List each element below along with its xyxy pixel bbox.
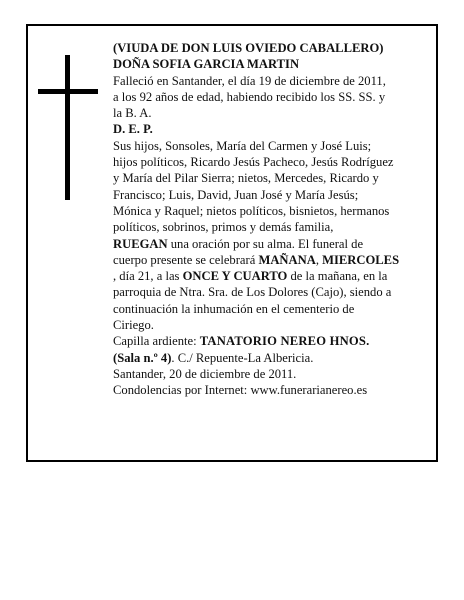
day-text: , día 21, a las bbox=[113, 269, 183, 284]
condolences-line: Condolencias por Internet: www.funerarianereo.es bbox=[113, 383, 368, 398]
ruegan-word: RUEGAN bbox=[113, 236, 168, 251]
weekday-word: MIERCOLES bbox=[322, 252, 400, 267]
funeral-line bbox=[113, 252, 431, 268]
family-line-3: y María del Pilar Sierra; nietos, Mercedes, Ricardo y bbox=[113, 171, 379, 186]
widow-line: (VIUDA DE DON LUIS OVIEDO CABALLERO) bbox=[113, 41, 384, 55]
family-line-2: hijos políticos, Ricardo Jesús Pacheco, Jesús Rodríguez bbox=[113, 155, 394, 170]
death-line-2: a los 92 años de edad, habiendo recibido los SS. SS. y bbox=[113, 89, 386, 104]
chapel-line bbox=[113, 333, 431, 349]
obituary-text bbox=[113, 40, 431, 399]
church-line: parroquia de Ntra. Sra. de Los Dolores (Cajo), siendo a bbox=[113, 285, 392, 300]
family-line-4: Francisco; Luis, David, Juan José y María Jesús; bbox=[113, 187, 359, 202]
death-line-3: la B. A. bbox=[113, 106, 152, 121]
comma-text: , bbox=[315, 252, 323, 267]
address-line bbox=[113, 350, 431, 366]
tomorrow-word: MAÑANA bbox=[258, 252, 316, 267]
death-line-1: Falleció en Santander, el día 19 de diciembre de 2011, bbox=[113, 73, 386, 88]
family-line-5: Mónica y Raquel; nietos políticos, bisnietos, hermanos bbox=[113, 203, 390, 218]
request-rest: una oración por su alma. El funeral de bbox=[167, 236, 364, 251]
family-line-6: políticos, sobrinos, primos y demás familia, bbox=[113, 220, 334, 235]
request-line bbox=[113, 236, 431, 252]
date-line: Santander, 20 de diciembre de 2011. bbox=[113, 366, 297, 381]
rip-line: D. E. P. bbox=[113, 122, 153, 137]
funeral-text: cuerpo presente se celebrará bbox=[113, 252, 259, 267]
address-text: . C./ Repuente-La Albericia. bbox=[171, 350, 314, 365]
deceased-name: DOÑA SOFIA GARCIA MARTIN bbox=[113, 57, 300, 72]
hour-text: ONCE Y CUARTO bbox=[182, 269, 288, 284]
cross-icon bbox=[38, 55, 98, 200]
room-label: (Sala n.º 4) bbox=[113, 350, 172, 365]
family-line-1: Sus hijos, Sonsoles, María del Carmen y José Luis; bbox=[113, 138, 372, 153]
day-rest: de la mañana, en la bbox=[287, 269, 388, 284]
time-line bbox=[113, 268, 431, 284]
funeral-home-name: TANATORIO NEREO HNOS. bbox=[199, 334, 370, 349]
burial-line-1: continuación la inhumación en el cementerio de bbox=[113, 301, 355, 316]
burial-line-2: Ciriego. bbox=[113, 318, 154, 333]
chapel-label: Capilla ardiente: bbox=[113, 334, 200, 349]
